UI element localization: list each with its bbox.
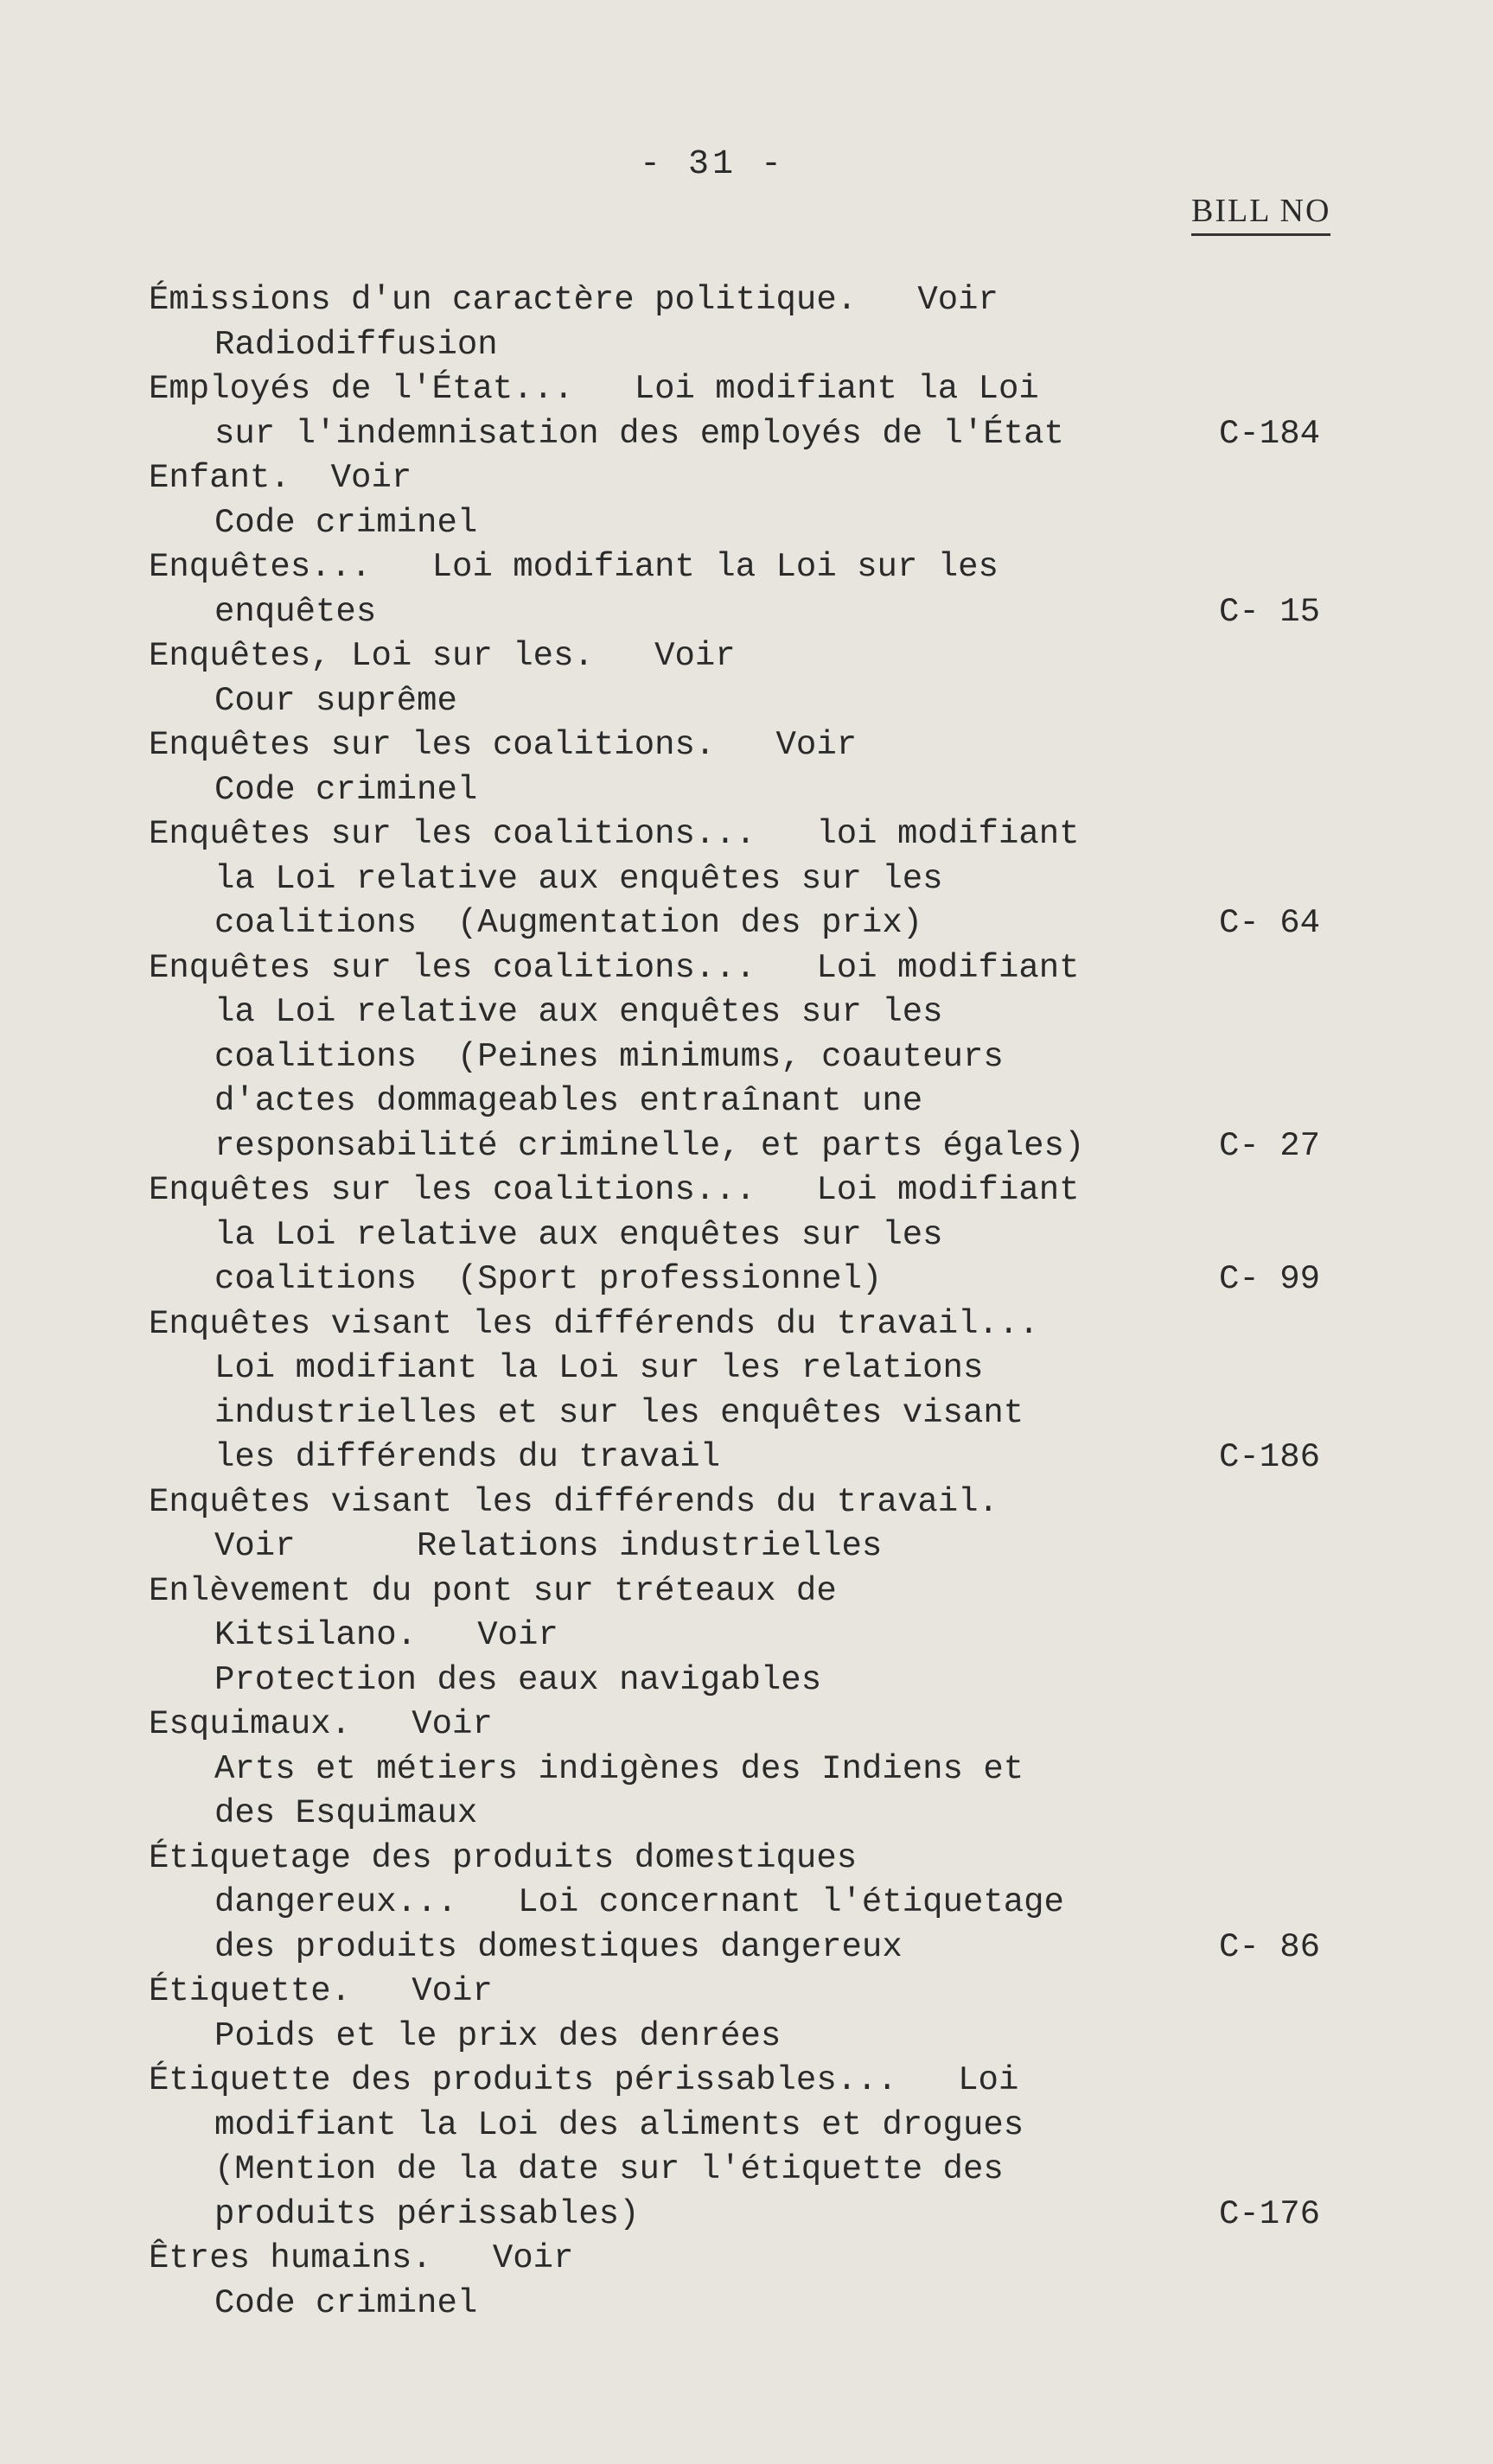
index-entry <box>149 1302 1359 1480</box>
entry-heading: Enlèvement du pont sur tréteaux de <box>149 1571 837 1610</box>
index-entry <box>149 1970 1359 2059</box>
entry-continuation: coalitions (Peines minimums, coauteurs <box>214 1037 1004 1076</box>
bill-number: C- 27 <box>1219 1126 1321 1165</box>
entry-heading: Enquêtes... Loi modifiant la Loi sur les <box>149 548 999 586</box>
bill-number: C-184 <box>1219 414 1321 453</box>
entry-heading: Enquêtes sur les coalitions... Loi modifiant <box>149 948 1080 987</box>
index-entry <box>149 723 1359 812</box>
entry-continuation: d'actes dommageables entraînant une <box>214 1082 923 1120</box>
entry-heading: Enquêtes visant les différends du travail... <box>149 1304 1039 1343</box>
entry-continuation: Poids et le prix des denrées <box>214 2016 782 2055</box>
entry-continuation: Code criminel <box>214 770 478 809</box>
index-entry <box>149 545 1359 634</box>
index-entry <box>149 1703 1359 1837</box>
entry-continuation: des Esquimaux <box>214 1794 478 1832</box>
entry-continuation: des produits domestiques dangereux <box>214 1927 903 1966</box>
page-number: - 31 - <box>640 145 786 184</box>
entry-continuation: Radiodiffusion <box>214 325 498 364</box>
index-entry <box>149 812 1359 946</box>
entry-continuation: sur l'indemnisation des employés de l'État <box>214 414 1064 453</box>
index-entries <box>149 278 1359 2326</box>
index-entry <box>149 1569 1359 1703</box>
index-entry <box>149 2237 1359 2326</box>
entry-continuation: industrielles et sur les enquêtes visant <box>214 1393 1024 1432</box>
entry-continuation: la Loi relative aux enquêtes sur les <box>214 1215 943 1254</box>
entry-heading: Enquêtes visant les différends du travail. <box>149 1482 999 1521</box>
entry-continuation: dangereux... Loi concernant l'étiquetage <box>214 1883 1064 1921</box>
index-entry <box>149 2059 1359 2237</box>
entry-continuation: enquêtes <box>214 592 377 631</box>
entry-continuation: (Mention de la date sur l'étiquette des <box>214 2150 1004 2188</box>
entry-heading: Enquêtes, Loi sur les. Voir <box>149 637 736 675</box>
index-entry <box>149 278 1359 367</box>
index-entry <box>149 946 1359 1169</box>
entry-continuation: coalitions (Sport professionnel) <box>214 1260 883 1298</box>
entry-continuation: responsabilité criminelle, et parts égales) <box>214 1126 1085 1165</box>
bill-number: C- 86 <box>1219 1927 1321 1966</box>
bill-number: C- 64 <box>1219 904 1321 942</box>
entry-heading: Esquimaux. Voir <box>149 1705 493 1743</box>
entry-continuation: Loi modifiant la Loi sur les relations <box>214 1349 984 1387</box>
entry-continuation: les différends du travail <box>214 1438 721 1476</box>
entry-heading: Enquêtes sur les coalitions... loi modifiant <box>149 815 1080 853</box>
bill-number-column-header: BILL NO <box>1191 192 1330 236</box>
bill-number: C- 99 <box>1219 1260 1321 1298</box>
bill-number: C- 15 <box>1219 592 1321 631</box>
entry-heading: Étiquette des produits périssables... Loi <box>149 2061 1019 2099</box>
entry-heading: Enquêtes sur les coalitions... Loi modifiant <box>149 1171 1080 1209</box>
entry-continuation: produits périssables) <box>214 2194 640 2233</box>
entry-continuation: modifiant la Loi des aliments et drogues <box>214 2105 1024 2144</box>
entry-continuation: la Loi relative aux enquêtes sur les <box>214 993 943 1031</box>
index-entry <box>149 1480 1359 1569</box>
entry-heading: Étiquetage des produits domestiques <box>149 1838 858 1877</box>
entry-continuation: Code criminel <box>214 503 478 542</box>
entry-continuation: Arts et métiers indigènes des Indiens et <box>214 1749 1024 1788</box>
bill-number: C-186 <box>1219 1438 1321 1476</box>
entry-heading: Employés de l'État... Loi modifiant la Loi <box>149 370 1039 408</box>
index-entry <box>149 456 1359 545</box>
entry-heading: Êtres humains. Voir <box>149 2239 574 2277</box>
entry-heading: Enfant. Voir <box>149 459 412 497</box>
entry-heading: Étiquette. Voir <box>149 1972 493 2010</box>
index-entry <box>149 367 1359 456</box>
entry-heading: Émissions d'un caractère politique. Voir <box>149 281 999 319</box>
entry-continuation: Cour suprême <box>214 681 457 720</box>
entry-continuation: Protection des eaux navigables <box>214 1660 822 1699</box>
index-entry <box>149 634 1359 723</box>
entry-continuation: Code criminel <box>214 2283 478 2322</box>
index-entry <box>149 1837 1359 1971</box>
entry-continuation: coalitions (Augmentation des prix) <box>214 904 923 942</box>
entry-continuation: Voir Relations industrielles <box>214 1527 883 1565</box>
index-entry <box>149 1168 1359 1302</box>
bill-number: C-176 <box>1219 2194 1321 2233</box>
entry-heading: Enquêtes sur les coalitions. Voir <box>149 726 858 764</box>
entry-continuation: Kitsilano. Voir <box>214 1616 558 1654</box>
entry-continuation: la Loi relative aux enquêtes sur les <box>214 859 943 898</box>
